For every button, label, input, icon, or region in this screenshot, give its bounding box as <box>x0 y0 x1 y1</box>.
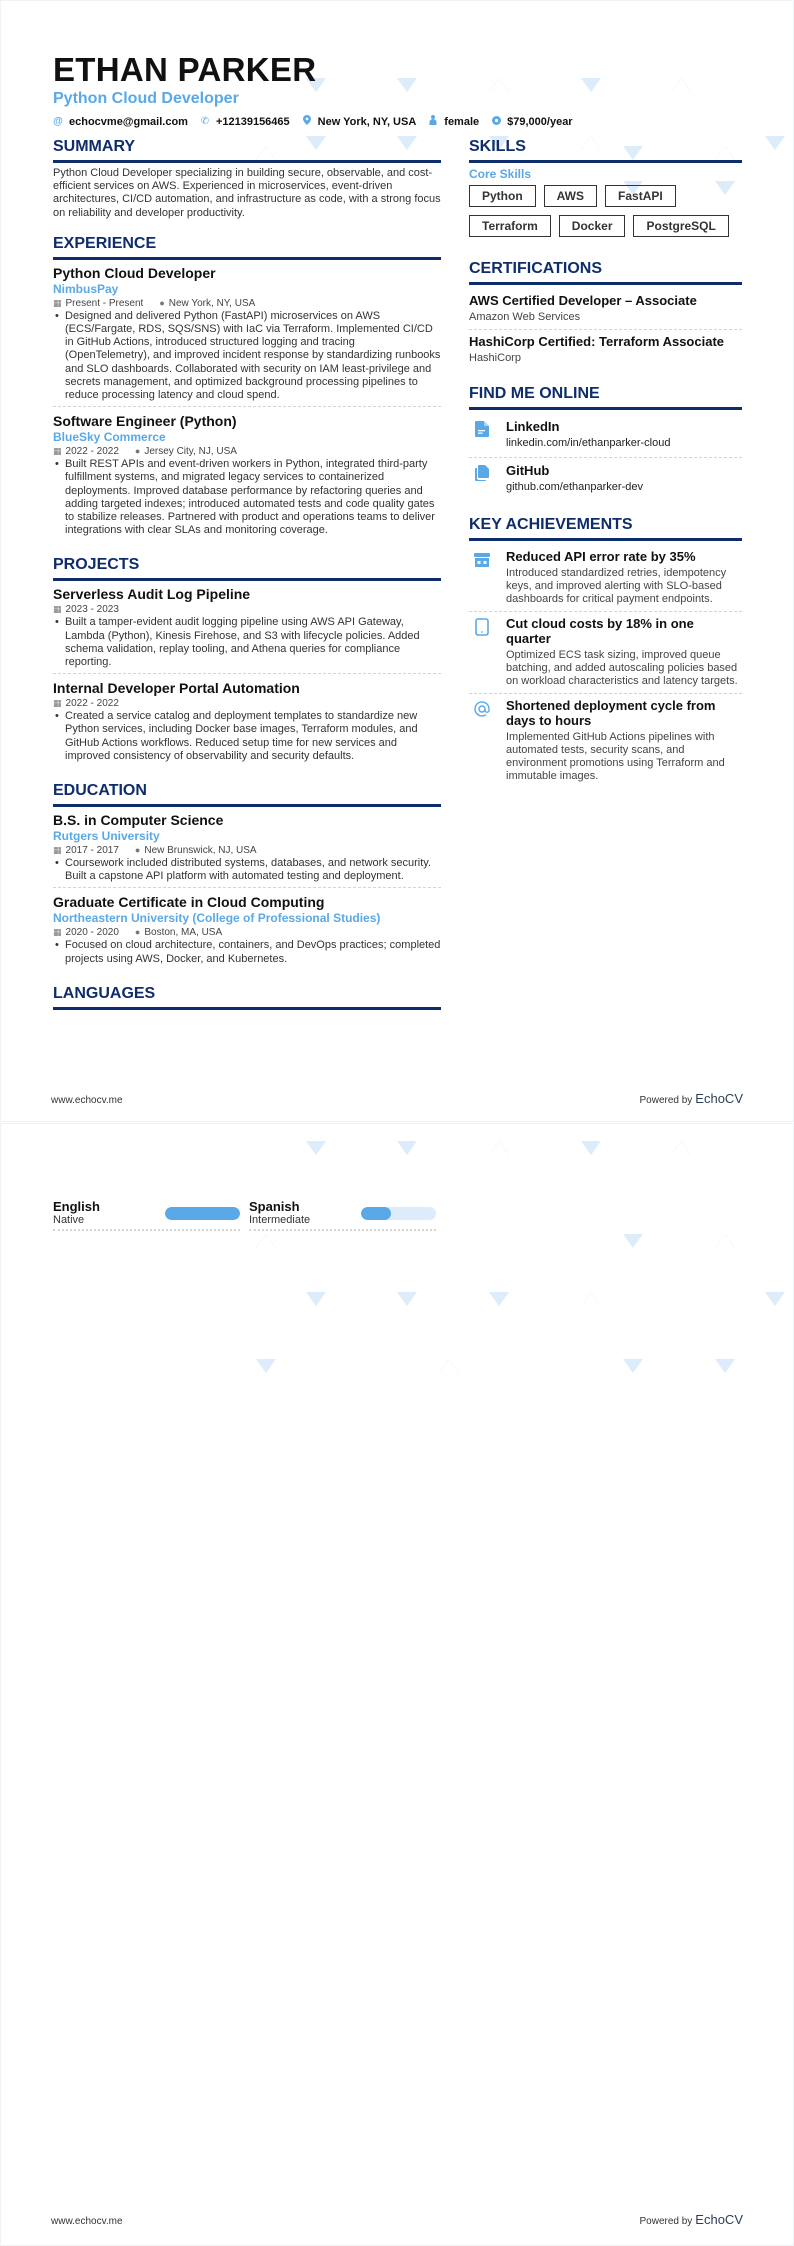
contact-email[interactable]: @ echocvme@gmail.com <box>53 115 188 128</box>
calendar-icon: ▦ <box>53 446 62 457</box>
location-pin-icon: ● <box>134 446 141 457</box>
summary-text: Python Cloud Developer specializing in building secure, observable, and cost-efficient services on AWS. Experienced in microservices, event-driven architectures, CI/CD automation, and infrastructure as code, with a strong focus on reliability and developer productivity. <box>53 167 441 219</box>
certification-item <box>469 289 742 330</box>
decorative-triangle <box>256 1234 276 1248</box>
school-name: Northeastern University (College of Professional Studies) <box>53 911 381 926</box>
page-footer <box>51 2212 743 2227</box>
entry-location: Boston, MA, USA <box>144 927 223 939</box>
powered-by: Powered by EchoCV <box>639 1091 743 1106</box>
section-title: PROJECTS <box>53 555 441 581</box>
achievement-desc: Introduced standardized retries, idempotency keys, and improved alerting with SLO-based dashboards for critical payment endpoints. <box>506 566 727 605</box>
online-link-github[interactable] <box>469 458 742 501</box>
language-proficiency-bar <box>361 1207 436 1220</box>
contact-location: New York, NY, USA <box>302 115 417 128</box>
link-title: GitHub <box>506 463 550 478</box>
language-level: Native <box>53 1214 85 1226</box>
languages-section <box>53 984 441 1010</box>
resume-page-2 <box>0 1123 794 2246</box>
entry-dates: 2022 - 2022 <box>65 698 119 710</box>
entry-location: New Brunswick, NJ, USA <box>144 845 257 857</box>
brand-name[interactable]: EchoCV <box>695 1091 743 1106</box>
proficiency-fill <box>361 1207 391 1220</box>
resume-page-1 <box>0 0 794 1122</box>
project-entry <box>53 679 441 767</box>
education-entry <box>53 811 441 888</box>
certifications-section <box>469 259 742 370</box>
certification-title: AWS Certified Developer – Associate <box>469 293 697 308</box>
decorative-triangle <box>715 1359 735 1373</box>
person-icon <box>428 115 438 128</box>
skill-group-title: Core Skills <box>469 167 532 181</box>
calendar-icon: ▦ <box>53 297 62 308</box>
language-item <box>249 1199 436 1231</box>
decorative-triangle <box>623 1234 643 1248</box>
link-url[interactable]: github.com/ethanparker-dev <box>506 481 643 493</box>
link-title: LinkedIn <box>506 419 560 434</box>
decorative-triangle <box>671 1141 691 1155</box>
decorative-triangle <box>581 1141 601 1155</box>
certification-item <box>469 330 742 370</box>
job-title: Python Cloud Developer <box>53 264 216 281</box>
skill-tag: PostgreSQL <box>633 215 728 237</box>
experience-entry <box>53 412 441 541</box>
decorative-triangle <box>765 1292 785 1306</box>
skill-tags <box>469 185 742 245</box>
entry-bullet: • Built a tamper-evident audit logging pipeline using AWS API Gateway, Lambda (Python), Kinesis Firehose, and S3 with lifecycle policies. Added schema validation, replay tooling, and Athena queries for compliance reporting. <box>55 616 420 669</box>
entry-meta <box>53 697 441 710</box>
job-title: Software Engineer (Python) <box>53 413 237 430</box>
language-name: Spanish <box>249 1199 300 1214</box>
entry-location: Jersey City, NJ, USA <box>144 446 237 458</box>
project-entry <box>53 585 441 674</box>
achievement-title: Shortened deployment cycle from days to hours <box>506 697 716 728</box>
entry-dates: 2023 - 2023 <box>65 604 119 616</box>
candidate-role: Python Cloud Developer <box>53 90 239 107</box>
entry-meta <box>53 445 441 458</box>
calendar-icon: ▦ <box>53 698 62 709</box>
calendar-icon: ▦ <box>53 604 62 615</box>
entry-bullet: • Built REST APIs and event-driven workers in Python, integrated third-party fulfillment systems, and migrated legacy services to containerized deployments. Improved database performance by refactoring queries and adding targeted indexes; introduced automated tests and code quality gates to stabilize releases. Partnered with product and operations teams to deliver integrations with clear SLAs and monitoring coverage. <box>55 458 435 537</box>
entry-dates: 2020 - 2020 <box>65 927 119 939</box>
section-title: EXPERIENCE <box>53 234 441 260</box>
decorative-triangle <box>623 1359 643 1373</box>
certification-issuer: Amazon Web Services <box>469 311 581 323</box>
achievement-desc: Optimized ECS task sizing, improved queue batching, and added autoscaling policies based on workload characteristics and latency targets. <box>506 648 738 687</box>
skills-section <box>469 137 742 245</box>
certification-issuer: HashiCorp <box>469 352 521 364</box>
location-pin-icon <box>302 115 312 128</box>
proficiency-fill <box>165 1207 240 1220</box>
experience-entry <box>53 264 441 407</box>
contact-gender: female <box>428 115 479 128</box>
projects-section <box>53 555 441 767</box>
footer-website[interactable]: www.echocv.me <box>51 1095 123 1106</box>
language-proficiency-bar <box>165 1207 240 1220</box>
achievement-title: Reduced API error rate by 35% <box>506 549 696 564</box>
entry-meta <box>53 926 441 939</box>
decorative-triangle <box>489 1141 509 1155</box>
online-section <box>469 384 742 501</box>
copy-icon <box>469 462 506 496</box>
skill-tag: Python <box>469 185 536 207</box>
achievement-title: Cut cloud costs by 18% in one quarter <box>506 615 694 646</box>
decorative-triangle <box>397 1141 417 1155</box>
language-item <box>53 1199 240 1231</box>
left-column <box>53 137 441 1024</box>
language-level: Intermediate <box>249 1214 311 1226</box>
entry-bullet: • Focused on cloud architecture, containers, and DevOps practices; completed projects using AWS, Docker, and Kubernetes. <box>55 939 441 965</box>
contact-salary: $79,000/year <box>491 116 572 128</box>
section-title: SKILLS <box>469 137 742 163</box>
project-title: Serverless Audit Log Pipeline <box>53 586 251 603</box>
resume-header <box>53 51 585 128</box>
skill-tag: AWS <box>544 185 597 207</box>
achievement-item <box>469 545 742 612</box>
skill-tag: Terraform <box>469 215 551 237</box>
section-title: CERTIFICATIONS <box>469 259 742 285</box>
entry-location: New York, NY, USA <box>168 297 256 309</box>
entry-dates: 2022 - 2022 <box>65 446 119 458</box>
section-title: LANGUAGES <box>53 984 441 1010</box>
project-title: Internal Developer Portal Automation <box>53 680 300 697</box>
entry-meta <box>53 603 441 616</box>
decorative-triangle <box>671 78 691 92</box>
decorative-triangle <box>306 1292 326 1306</box>
experience-section <box>53 234 441 542</box>
education-entry <box>53 893 441 969</box>
decorative-triangle <box>306 1141 326 1155</box>
at-icon <box>469 698 506 783</box>
summary-section <box>53 137 441 220</box>
achievement-item <box>469 694 742 788</box>
online-link-linkedin[interactable] <box>469 414 742 458</box>
tablet-icon <box>469 616 506 688</box>
link-url[interactable]: linkedin.com/in/ethanparker-cloud <box>506 437 671 449</box>
achievement-item <box>469 612 742 694</box>
store-icon <box>469 549 506 606</box>
calendar-icon: ▦ <box>53 927 62 938</box>
company-name: NimbusPay <box>53 281 119 296</box>
decorative-triangle <box>581 1292 601 1306</box>
entry-dates: Present - Present <box>65 297 144 309</box>
decorative-triangle <box>439 1359 459 1373</box>
company-name: BlueSky Commerce <box>53 430 166 445</box>
brand-name[interactable]: EchoCV <box>695 2212 743 2227</box>
section-title: SUMMARY <box>53 137 441 163</box>
calendar-icon: ▦ <box>53 845 62 856</box>
entry-meta <box>53 844 441 857</box>
achievements-section <box>469 515 742 788</box>
right-column <box>469 137 742 802</box>
degree-title: B.S. in Computer Science <box>53 812 224 829</box>
decorative-triangle <box>765 136 785 150</box>
footer-website[interactable]: www.echocv.me <box>51 2216 123 2227</box>
education-section <box>53 781 441 970</box>
salary-icon <box>491 116 501 128</box>
entry-bullet: • Coursework included distributed systems, databases, and network security. Built a capstone API platform with automated testing and deployment. <box>55 857 432 883</box>
entry-dates: 2017 - 2017 <box>65 845 119 857</box>
section-title: EDUCATION <box>53 781 441 807</box>
certification-title: HashiCorp Certified: Terraform Associate <box>469 334 725 349</box>
language-name: English <box>53 1199 100 1214</box>
decorative-triangle <box>397 1292 417 1306</box>
entry-bullet: • Designed and delivered Python (FastAPI) microservices on AWS (ECS/Fargate, RDS, SQS/SNS) with IaC via Terraform. Implemented CI/CD in GitHub Actions, introduced structured logging and tracing (OpenTelemetry), and improved incident response by standardizing runbooks and SLO dashboards. Collaborated with security on IAM least-privilege and secrets management, and optimized background processing pipelines to reduce processing latency and cloud spend. <box>55 309 441 402</box>
at-icon: @ <box>53 116 63 127</box>
location-pin-icon: ● <box>159 297 165 308</box>
decorative-triangle <box>715 1234 735 1248</box>
page-footer <box>51 1091 743 1106</box>
candidate-name: ETHAN PARKER <box>53 51 317 88</box>
skill-tag: FastAPI <box>605 185 676 207</box>
language-list <box>53 1199 445 1231</box>
section-title: KEY ACHIEVEMENTS <box>469 515 742 541</box>
skill-tag: Docker <box>559 215 626 237</box>
entry-bullet: • Created a service catalog and deployment templates to standardize new Python services, including Docker base images, Terraform modules, and GitHub Actions workflows. Reduced setup time for new services and improved consistency of observability and security defaults. <box>55 710 418 762</box>
achievement-desc: Implemented GitHub Actions pipelines with automated tests, security scans, and environment promotions using Terraform and immutable images. <box>506 730 725 782</box>
degree-title: Graduate Certificate in Cloud Computing <box>53 894 325 911</box>
section-title: FIND ME ONLINE <box>469 384 742 410</box>
school-name: Rutgers University <box>53 829 160 844</box>
document-icon <box>469 418 506 452</box>
location-pin-icon: ● <box>134 927 141 938</box>
phone-icon: ✆ <box>200 116 210 127</box>
powered-by: Powered by EchoCV <box>639 2212 743 2227</box>
contact-bar <box>53 115 585 128</box>
decorative-triangle <box>256 1359 276 1373</box>
location-pin-icon: ● <box>134 845 141 856</box>
contact-phone[interactable]: ✆ +12139156465 <box>200 115 290 128</box>
entry-meta <box>53 297 441 310</box>
decorative-triangle <box>489 1292 509 1306</box>
